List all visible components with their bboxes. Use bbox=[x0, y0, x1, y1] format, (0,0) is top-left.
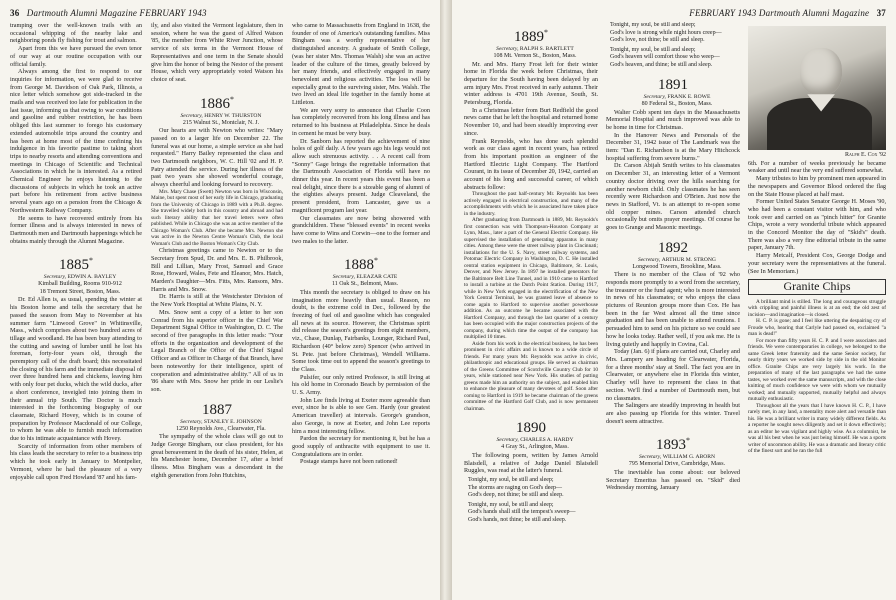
paragraph: who came to Massachusetts from England in 1638, the founder of one of America's outstanding families. Miss Bingham was a worthy representative of her distinguished ancestry. A graduate of Smith College, (was her sister Mrs. Thomas Walsh) she was an active leader of the culture of the times, greatly beloved by her many friends, and effectively engaged in many benevolent and religious activities. The loss will be especially great to the surviving sister, Mrs. Walsh. The two lived an ideal life together in the family home at Littleton. bbox=[292, 22, 430, 107]
paragraph: The sympathy of the whole class will go out to Judge George Bingham, our class president, for his great bereavement in the death of his sister, Helen, at his Manchester home, December 17, after a brief illness. Miss Bingham was a descendant in the eighth generation from John Hutchins, bbox=[151, 433, 283, 479]
paragraph: In a Christmas letter from Burt Redfield the good news came that he left the hospital and returned home November 10, and had been steadily improving ever since. bbox=[464, 106, 598, 137]
address-line: 215 Walnut St., Montclair, N. J. bbox=[182, 119, 260, 126]
paragraph: H. C. P. is gone; and I feel like uttering the despairing cry of Froude who, hearing that Carlyle had passed on, exclaimed "a man is dead!" bbox=[748, 318, 886, 338]
paragraph: Pardon the secretary for mentioning it, but he has a good supply of anthracite with equipment to use it. Congratulations are in order. bbox=[292, 435, 430, 458]
paragraph: Harry Metcalf, President Cox, George Dodge and your secretary were the representatives at the funeral. (See In Memoriam.) bbox=[748, 252, 886, 275]
poem-stanza: Tonight, my soul, be still and sleep; God's hands shall still the tempest's sweep— God's hands, not thine; be still and sleep. bbox=[468, 501, 576, 523]
poem-stanza: Tonight, my soul, be still and sleep; The storms are raging on God's deep— God's deep, not thine; be still and sleep. bbox=[468, 477, 564, 499]
address-line: 108 Mt. Vernon St., Boston, Mass. bbox=[493, 53, 577, 59]
left-page bbox=[0, 0, 440, 600]
portrait-head bbox=[800, 48, 841, 95]
paragraph: Today (Jan. 6) if plans are carried out, Charley and Mrs. Lampery are heading for Clearwater, Florida, for a three months' stay at Snell. The fact you are in Clearwater, or anywhere else in Florida this winter, Charley will have to represent the class in that section. We'll find a number of Dartmouth men, but no classmates. bbox=[606, 348, 740, 402]
secretary-line: Secretary, WILLIAM G. ABORN bbox=[638, 454, 716, 461]
running-head-left: Dartmouth Alumni Magazine FEBRUARY 1943 bbox=[26, 8, 207, 18]
paragraph: Postage stamps have not been rationed! bbox=[300, 458, 398, 466]
class-year-heading: 1885* bbox=[59, 256, 93, 274]
address-line: Longwood Towers, Brookline, Mass. bbox=[632, 263, 722, 270]
class-year-heading: 1888* bbox=[344, 256, 378, 274]
class-year-heading: 1886* bbox=[200, 94, 234, 112]
poem-stanza: Tonight, my soul, be still and sleep; God's heaven will comfort those who weep— God's heaven, and thine; be still and sleep. bbox=[610, 46, 720, 68]
paragraph: John Lee finds living at Exeter more agreeable than ever, since he is able to see Gen. Hardy (our greatest American traveller) at intervals. George's grandson, also George, is now at Exeter, and John Lee reports him a most interesting fellow. bbox=[292, 396, 430, 435]
left-running-head bbox=[10, 8, 430, 18]
class-year-heading: 1887 bbox=[202, 401, 232, 418]
address-line: Kimball Building, Rooms 910-912 bbox=[38, 281, 122, 288]
address-line: 1250 Reynolds Ave., Clearwater, Fla. bbox=[176, 425, 266, 432]
right-column-2 bbox=[606, 22, 740, 594]
running-head-right: FEBRUARY 1943 Dartmouth Alumni Magazine bbox=[689, 8, 870, 18]
paragraph: 6th. For a number of weeks previously he became weaker and until near the very end suffered somewhat. bbox=[748, 159, 886, 175]
paragraph: Pulsifer, our only retired Professor, is still living at his old home in Coronado Beach by permission of the U. S. Army. bbox=[292, 373, 430, 397]
paragraph: Dr. Sanborn has reported the achievement of nine holes of golf daily. A few years ago his legs would not allow such strenuous activity. . . A recent call from "Sonny" Gage brings the regrettable information that the Dartmouth Association of Florida will have no dinner this year. In recent years this event has been a real delight, since there is a sizeable gang of alumni of the eighties always present. Judge Cleaveland, the present president, from Lancaster, gave us a magnificent program last year. bbox=[292, 137, 430, 214]
paragraph: Aside from his work in the electrical business, he has been prominent in civic affairs and is known to a wide circle of friends. For many years Mr. Reynolds was active in civic, philanthropic and educational groups. He served as chairman of the Greens Committee of Scotchville Country Club for 10 years, while stationed near New York. His studies of putting greens made him an authority on the subject, and enabled him to enhance the pleasure of many devotees of golf. Soon after coming to Hartford in 1919 he became chairman of the greens committee of the Hartford Golf Club, and is now permanent chairman. bbox=[464, 340, 598, 412]
paragraph: Dr. Carson Abijah Smith writes to his classmates on December 31, an interesting letter of a Vermont country doctor driving over the hills searching for another newborn child. Only classmates he has seen recently were Richardson and O'Brien. Just now the news in Stafford, Vt. is an attempt to re-open some old copper mines. Carson attended church occasionally but omits prayer meetings. Of course he goes to Grange and Masonic meetings. bbox=[606, 162, 740, 232]
secretary-line: Secretary, RALPH S. BARTLETT bbox=[496, 46, 574, 52]
right-column-1 bbox=[464, 22, 598, 594]
paragraph: Walter Cobb spent ten days in the Massachusetts Memorial Hospital and much improved was able to be home in time for Christmas. bbox=[606, 108, 740, 131]
address-line: 795 Memorial Drive, Cambridge, Mass. bbox=[628, 461, 726, 468]
class-year-heading: 1889* bbox=[514, 28, 548, 45]
class-year-heading: 1891 bbox=[658, 77, 688, 93]
paragraph: ily, and also visited the Vermont legislature, then in session, where he was the guest of Alfred Watson '85, the member from White River Junction, whose service of six terms in the Vermont House of Representatives and one term in the Senate should give him the honor of being the Nestor of the present House, which very appropriately voted Watson his choice of seat. bbox=[151, 22, 283, 83]
paragraph: Dr. Harris is still at the Westchester Division of the New York Hospital at White Plains, N. Y. bbox=[151, 293, 283, 309]
paragraph: Scarcity of information from other members of his class leads the secretary to refer to a business trip which he took early in January to Montpelier, Vermont, where he had the pleasure of a very enjoyable call upon Fred Howland '87 and his fam- bbox=[10, 442, 142, 481]
paragraph: Mrs. Mary Chase (Swett) Newton was born in Wisconsin, Maine, but spent most of her early life in Chicago, graduating from the University of Chicago in 1889 with a Ph.B. degree. She travelled widely both in this country and abroad and had such literary ability that her travel letters were often published. While in Chicago she was an active member of the Chicago Woman's Club. After she became Mrs. Newton she was active in the Newton Centre Woman's Club, the local Woman's Club and the Boston Woman's City Club. bbox=[151, 188, 283, 247]
secretary-line: Secretary, ELEAZAR CATE bbox=[332, 274, 398, 281]
class-year-heading: 1893* bbox=[656, 436, 690, 454]
right-running-head bbox=[464, 8, 886, 18]
paragraph: Our classmates are now being showered with grandchildren. These "blessed events" in recent weeks have come to Wins and Corwin—one to the former and two males to the latter. bbox=[292, 214, 430, 245]
granite-chips-heading: Granite Chips bbox=[748, 279, 886, 295]
secretary-line: Secretary, EDWIN A. BAYLEY bbox=[43, 274, 117, 281]
secretary-line: Secretary, STANLEY E. JOHNSON bbox=[180, 418, 262, 425]
paragraph: The following poem, written by James Arnold Blaisdell, a relative of Judge Daniel Blaisdell Ruggles, was read at the latter's funeral. bbox=[464, 451, 598, 475]
page-number-right: 37 bbox=[876, 8, 886, 18]
paragraph: Apart from this we have pursued the even tenor of our way at our routine occupation with our official family. bbox=[10, 45, 142, 68]
paragraph: This month the secretary is obliged to draw on his imagination more heavily than usual. Reason, no doubt, is the extreme cold in Dec., followed by the freezing of fuel oil and gasoline which has congealed all news at its source. However, the Christmas spirit did release the season's greetings from eight members, viz., Chase, Dunlap, Fairbanks, Lounger, Richard Paul, Richardson (40° below zero) Spencer (who arrived in St. Pete. just before Christmas), Wendell Williams. Some took time out to append the season's greetings to the Class. bbox=[292, 288, 430, 373]
paragraph: In the Hanover News and Personals of the December 31, 1942 issue of The Landmark was the item: "Dan E. Richardson is at the Mary Hitchcock hospital suffering from severe burns." bbox=[606, 131, 740, 162]
paragraph: After graduating from Dartmouth in 1889, Mr. Reynolds's first connection was with Thompson-Houston Company at Lynn, Mass., later a part of the General Electric Company. He supervised the installation of generating apparatus in many cities. Among these were the street railway plant in Cincinnati; installations for the U. S. Navy, street railway systems, and Potomac Electric Company in Washington, D. C. He installed central station equipment in Chicago, Baltimore, St. Louis, Denver, and New Jersey. In 1897 he installed generators for the Baltimore Belt Line Tunnel, and in 1910 came to Hartford to install a turbine at the Dutch Point Station. During 1917, while in New York engaged in the electrification of the New York Central Terminal, he was granted leave of absence to come again to Hartford to supervise another powerhouse addition. As an outcome he became associated with the Hartford Company, and through the last quarter of a century has been occupied with the major construction projects of the company, during which time the output of the company has multiplied 10 times. bbox=[464, 217, 598, 341]
secretary-line: Secretary, FRANK E. ROWE bbox=[643, 94, 711, 100]
secretary-line: Secretary, HENRY W. THURSTON bbox=[180, 112, 262, 119]
secretary-line: Secretary, ARTHUR M. STRONG bbox=[638, 256, 716, 263]
left-column-3 bbox=[292, 22, 430, 594]
paragraph: Always among the first to respond to our inquiries for information, we were glad to receive from George M. Davidson of Oak Park, Illinois, a nice letter which somehow got side-tracked in the mails and was received too late for publication in the last issue, informing us that owing to war conditions and gasoline and rubber restriction, he has been obliged this last summer to forego his customary extended automobile trips around the country and has been at home most of the time confining his indulgence in his favorite pastime to taking short trips to nearby resorts and attending conventions and meetings in Chicago of Scientific and Technical Associations in which he is interested. As a retired Chemical Engineer he enjoys listening to the discussions of subjects in which he took an active part before his retirement from active business several years ago on a pension from the Chicago & Northwestern Railway Company. bbox=[10, 68, 142, 214]
page-gutter bbox=[440, 0, 452, 600]
class-year-heading: 1890 bbox=[516, 420, 546, 437]
paragraph: The inevitable has come about: our beloved Secretary Emeritus has passed on. "Skid" died Wednesday morning, January bbox=[606, 468, 740, 492]
paragraph: Christmas greetings came to Newton or to the Secretary from Spud, Dr. and Mrs. E. B. Philbrook, Bill and Lillian, Mary Frost, Samuel and Grace Rose, Howard, Wales, Fete and Eleanor, Mrs. Hatch, Marden's Daughter—Mrs. Fitts, Mrs. Ransom, Mrs. Harris and Mrs. Snow. bbox=[151, 247, 283, 293]
portrait-photo bbox=[748, 26, 886, 150]
paragraph: The Salingers are steadily improving in health but are also passing up Florida for this winter. Travel doesn't seem attractive. bbox=[606, 402, 740, 425]
paragraph: Dr. Ed Allen is, as usual, spending the winter at his Boston home and tells the secretary that he passed the season from May to November at his summer farm "Linwood Grove" in Whitinsville, Mass., which comprises about two hundred acres of tillage and woodland. He has been busy attending to the cutting and sawing of lumber until he lost his foreman, forty-four years old, through the peremptory call of the draft board; this necessitated the closing of his farm and the immediate disposal of over three hundred hens and chickens, leaving him with only four pet ducks, which the wild ducks, after a short conference, inveigled into joining them in their annual trip South. The Doctor is much interested in the forthcoming biography of our classmate, Richard Hovey, which is in course of preparation by Professor Macdonald of our College, to whom he was able to furnish much information due to his intimate acquaintance with Hovey. bbox=[10, 296, 142, 443]
paragraph: A brilliant mind is stilled. The long and courageous struggle with crippling and painful illness is at an end; the old zest of incision—and imagination—is closed. bbox=[748, 298, 886, 318]
left-column-2 bbox=[151, 22, 283, 594]
paragraph: Throughout the past half-century Mr. Reynolds has been actively engaged in electrical construction, and many of the accomplishments with which he is associated have taken place in the industry. bbox=[464, 191, 598, 217]
paragraph: He seems to have recovered entirely from his former illness and is always interested in news of Dartmouth men and Dartmouth happenings which he obtains mainly through the Alumni Magazine. bbox=[10, 214, 142, 245]
address-line: 18 Tremont Street, Boston, Mass. bbox=[39, 288, 121, 295]
paragraph: There is no member of the Class of '92 who responds more promptly to a word from the secretary, the treasurer or the fund agent; who is more interested in news of his classmates; or who enjoys the class pictures of Reunion groups more than Cox. He has been in the far West almost all the time since graduation and has been unable to attend reunions. I persuaded him to send on his picture so we could see how he looks today. Rather well, if you ask me. He is living quietly and happily in Covina, Cal. bbox=[606, 271, 740, 348]
address-line: 80 Federal St., Boston, Mass. bbox=[641, 101, 713, 107]
paragraph: Throughout all the years that I have known H. C. P., I have rarely met, in any land, a mentality more alert and versatile than his. He was a brilliant writer in many widely different fields. As a reporter he sought news diligently and set it down effectively; as an editor he was vigilant and highly wise. As a columnist, he was all his best when he was just being himself. He was a sports writer of uncommon ability. He was a dramatic and literary critic of the finest sort and he ran the full bbox=[748, 402, 886, 455]
paragraph: We are very sorry to announce that Charlie Coon has completely recovered from his long illness and has returned to his business at Philadelphia. Since he deals in cement he must be very busy. bbox=[292, 106, 430, 137]
right-page bbox=[452, 0, 896, 600]
page-number-left: 36 bbox=[10, 8, 20, 18]
left-column-1 bbox=[10, 22, 142, 594]
paragraph: Mr. and Mrs. Harry Frost left for their winter home in Florida the week before Christmas, their departure for the South having been delayed by an arm injury Mrs. Frost received in early autumn. Their winter address is 4701 19th Avenue, South, St. Petersburg, Florida. bbox=[464, 60, 598, 107]
paragraph: Many tributes to him by prominent men appeared in the newspapers and Governor Blood ordered the flag on the State House placed at half mast. bbox=[748, 175, 886, 198]
address-line: 4 Gray St., Arlington, Mass. bbox=[501, 444, 569, 451]
right-column-3 bbox=[748, 22, 886, 594]
paragraph: For more than fifty years H. C. P. and I were associates and friends. We were contemporaries in college, we belonged to the same Greek letter fraternity and the same Senior society, for nearly thirty years we worked side by side in the old Monitor office. Granite Chips are very largely his work. In the preparation of many of the last paragraphs we had the same tastes, we worked over the same manuscripts, and with the close knitting of much confidence we were with whom we mutually worked; and mutually supported, mutually helpful and always mutually enthusiastic. bbox=[748, 337, 886, 403]
paragraph: Our hearts are with Newton who writes: "Mary passed on to a larger life on December 22. The funeral was at our home, a simple service as she had requested." Harry Bailey represented the class and two Dartmouth neighbors, W. C. Hill '02 and H. P. Patry attended the service. During her illness of the past two years she showed wonderful courage, always cheerful and looking forward to recovery. bbox=[151, 127, 283, 189]
class-year-heading: 1892 bbox=[658, 239, 688, 256]
paragraph: tramping over the well-known trails with an occasional whipping of the nearby lake and neighboring ponds fly fishing for trout and salmon. bbox=[10, 22, 142, 45]
paragraph: Frank Reynolds, who has done such splendid work as our class agent in recent years, has retired from his important position as engineer of the Hartford Electric Light Company. The Hartford Courant, in its issue of December 20, 1942, carried an account of his long and successful career, of which abstracts follow: bbox=[464, 137, 598, 191]
paragraph: Mrs. Snow sent a copy of a letter to her son Conrad from his superior officer in the Chief War Department Signal Office in Washington, D. C. The second of five paragraphs in this letter reads: "Your efforts in the organization and development of the Legal Branch of the Office of the Chief Signal Officer and as Officer in Charge of that Branch, have been noteworthy for their intelligence, spirit of cooperation and administrative ability." All of us in '86 share with Mrs. Snow her pride in our Leslie's son. bbox=[151, 308, 283, 393]
secretary-line: Secretary, CHARLES A. HARDY bbox=[496, 437, 574, 444]
paragraph: Former United States Senator George H. Moses '90, who had been a constant visitor with him, and who took over and carried on as "pinch hitter" for Granite Chips, wrote a very wonderful tribute which appeared in the Concord Monitor the day of "Skid's" death. There was also a very fine editorial tribute in the same paper, January 7th. bbox=[748, 198, 886, 252]
address-line: 11 Oak St., Belmont, Mass. bbox=[331, 281, 399, 288]
poem-stanza: Tonight, my soul, be still and sleep; God's love is strong while night hours creep— God's love, not thine; be still and sleep. bbox=[610, 22, 722, 43]
photo-caption: Ralph E. Cox '92 bbox=[845, 152, 886, 158]
